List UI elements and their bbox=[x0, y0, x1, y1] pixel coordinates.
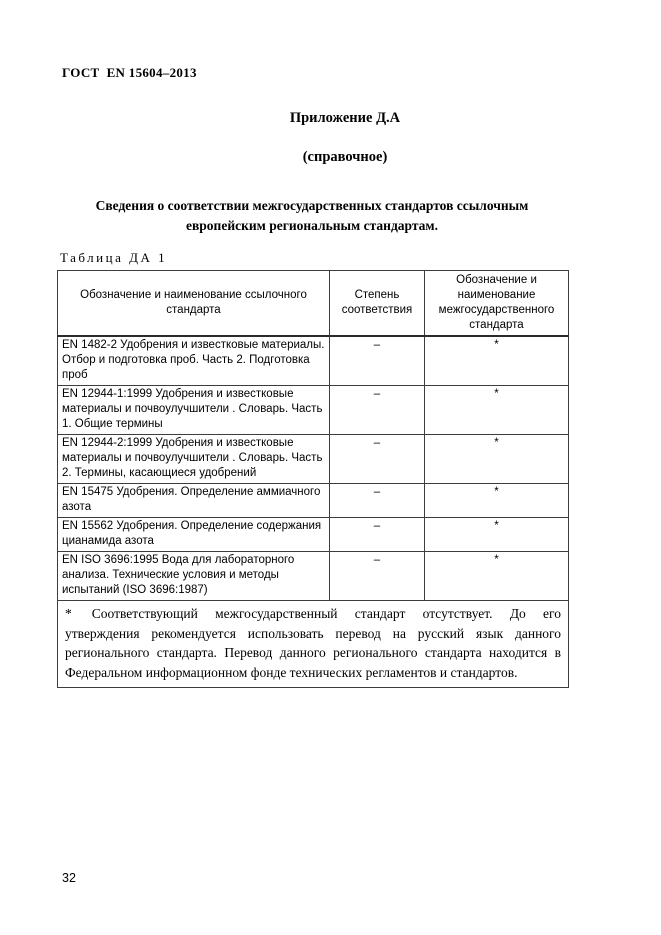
annex-title: Приложение Д.А bbox=[289, 110, 401, 126]
annex-block bbox=[57, 110, 633, 166]
cell-degree: – bbox=[330, 484, 425, 518]
table-row bbox=[58, 435, 569, 484]
cell-designation: * bbox=[425, 552, 569, 601]
table-row bbox=[58, 518, 569, 552]
cell-standard: EN 15475 Удобрения. Определение аммиачного азота bbox=[58, 484, 330, 518]
table-row bbox=[58, 484, 569, 518]
column-header-degree: Степень соответствия bbox=[330, 271, 425, 337]
footnote-cell bbox=[58, 601, 569, 688]
table-row bbox=[58, 552, 569, 601]
section-title bbox=[57, 196, 567, 236]
cell-designation: * bbox=[425, 484, 569, 518]
cell-standard: EN 12944-1:1999 Удобрения и известковые материалы и почвоулучшители . Словарь. Часть 1. Общие термины bbox=[58, 386, 330, 435]
cell-designation: * bbox=[425, 435, 569, 484]
footnote-text: Соответствующий межгосударственный стандарт отсутствует. До его утверждения рекомендуется использовать перевод на русский язык данного регионального стандарта. Перевод данного регионального стандарта находится в Федеральном информационном фонде технических регламентов и стандартов. bbox=[65, 606, 561, 680]
section-title-line1: Сведения о соответствии межгосударственных стандартов ссылочным bbox=[95, 198, 529, 213]
cell-designation: * bbox=[425, 518, 569, 552]
doc-code: ГОСТ EN 15604–2013 bbox=[62, 65, 197, 80]
correspondence-table bbox=[57, 270, 569, 688]
annex-subtitle: (справочное) bbox=[302, 149, 388, 165]
cell-designation: * bbox=[425, 336, 569, 386]
cell-designation: * bbox=[425, 386, 569, 435]
footnote-marker: * bbox=[65, 606, 72, 621]
column-header-designation: Обозначение и наименование межгосударственного стандарта bbox=[425, 271, 569, 337]
table-header-row bbox=[58, 271, 569, 337]
footnote-row bbox=[58, 601, 569, 688]
cell-degree: – bbox=[330, 336, 425, 386]
table-row bbox=[58, 386, 569, 435]
section-title-line2: европейским региональным стандартам. bbox=[186, 218, 438, 233]
table-label: Таблица ДА 1 bbox=[60, 250, 168, 265]
cell-standard: EN 12944-2:1999 Удобрения и известковые материалы и почвоулучшители . Словарь. Часть 2. Термины, касающиеся удобрений bbox=[58, 435, 330, 484]
cell-degree: – bbox=[330, 386, 425, 435]
cell-standard: EN ISO 3696:1995 Вода для лабораторного анализа. Технические условия и методы испытаний (ISO 3696:1987) bbox=[58, 552, 330, 601]
cell-degree: – bbox=[330, 518, 425, 552]
cell-standard: EN 1482-2 Удобрения и известковые материалы. Отбор и подготовка проб. Часть 2. Подготовка проб bbox=[58, 336, 330, 386]
page-number: 32 bbox=[62, 871, 76, 885]
table-row bbox=[58, 336, 569, 386]
column-header-standard: Обозначение и наименование ссылочного стандарта bbox=[58, 271, 330, 337]
cell-standard: EN 15562 Удобрения. Определение содержания цианамида азота bbox=[58, 518, 330, 552]
cell-degree: – bbox=[330, 435, 425, 484]
cell-degree: – bbox=[330, 552, 425, 601]
